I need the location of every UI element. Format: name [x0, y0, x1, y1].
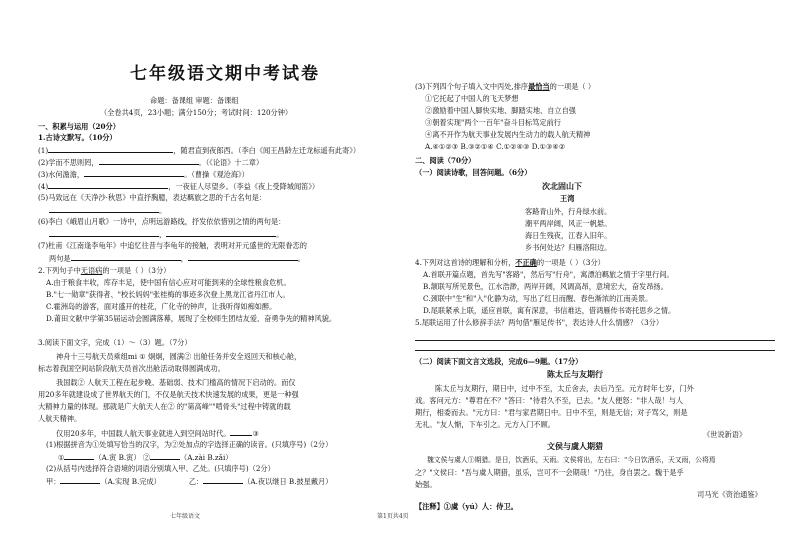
passage-source: 司马光《资治通鉴》 — [697, 490, 762, 499]
question-line: ① （A.寅 B.寅） ② （A.zài B.zǎi） — [58, 453, 233, 462]
passage-line: 魏文侯与虞人①期猎。是日，饮酒乐，天雨。文侯将出，左右曰："今日饮酒乐，天又雨，公将焉 — [427, 456, 716, 464]
passage-source: 《世说新语》 — [703, 430, 747, 439]
question-line: ， 。 — [49, 229, 283, 239]
passage-line: 用20多年就建设成了世界航天的门，不仅是航天技术快速发展的成果，更是一种强 — [38, 390, 299, 399]
question-line: (1) ，随君直到夜郎西。（李白《闻王昌龄左迁龙标遥有此寄》） — [38, 146, 361, 155]
option-d[interactable]: D.尾联紧承上联，遥应首联，寓有深意，书信难达，借鸿雁传书寄托思乡之情。 — [423, 306, 676, 315]
exam-meta: 命题：备课组 审题：备课组 — [150, 96, 239, 105]
question-line: (7)杜甫《江南逢李龟年》中追忆往昔与李龟年的接触，表明对开元盛世的无限眷恋的 — [38, 241, 307, 250]
answer-blank[interactable] — [99, 157, 199, 165]
answer-blank[interactable] — [166, 229, 276, 237]
poem-author: 王湾 — [560, 194, 575, 203]
footer-subject: 七年级语文 — [170, 513, 201, 520]
passage-line: 无礼。"友人惭，下车引之。元方入门不顾。 — [415, 420, 555, 429]
answer-blank[interactable] — [84, 169, 184, 177]
option-a[interactable]: A.由于粮食丰收，库存丰足，使中国有信心应对可能到来的全球性粮食危机。 — [46, 278, 291, 287]
poem-title: 次北固山下 — [542, 181, 582, 191]
section-heading: 二、阅读（70分） — [415, 156, 476, 165]
option-c[interactable]: C.霍洲岛的游客，面对盛开的桂花，广化寺的钟声，让我听得如痴如醉。 — [46, 302, 277, 311]
sentence-item: ④离不开作为航天事业发展内生动力的载人航天精神 — [425, 130, 591, 139]
option-a[interactable]: A.首联开篇点题，首先写"客路"，然后写"行舟"，寓漂泊羁旅之情于字里行间。 — [423, 270, 674, 279]
sentence-item: ①它托起了中国人的飞天梦想 — [425, 94, 519, 103]
question-line: (6)李白《峨眉山月歌》一诗中，点明远游路线，抒发依依惜别之情的两句是： — [38, 217, 286, 226]
passage-line: 人航天精神。 — [38, 414, 82, 423]
passage-line: 神舟十三号航天员乘组mi ① 炯炯，圆满② 出舱任务并安全返回天和核心舱， — [56, 352, 302, 361]
footer-page-number: 第1页共4页 — [377, 513, 409, 520]
answer-blank[interactable] — [48, 181, 168, 189]
answer-blank[interactable] — [49, 229, 159, 237]
question-line: 。 — [49, 205, 166, 215]
answer-line[interactable] — [415, 350, 775, 351]
passage-line: 标志着我国空间站阶段航天员首次出舱活动取得圆满成功。 — [38, 364, 225, 373]
exam-info: （全卷共4页，23小题；满分150分；考试时间：120分钟） — [100, 108, 293, 117]
question-heading: 4.下列对这首诗的理解和分析，不正确的一项是（ ）（3分） — [415, 258, 605, 267]
answer-blank[interactable] — [49, 205, 159, 213]
option-c[interactable]: C.颈联中"生"和"入"化静为动，写出了红日而醒、春色渐浓的江南美景。 — [423, 294, 653, 303]
exam-title: 七年级语文期中考试卷 — [130, 64, 320, 84]
passage-line: 之？"文侯曰："吾与虞人期猎，虽乐，岂可不一会期哉！"乃往，身自罢之。魏于是乎 — [415, 468, 684, 477]
passage-line: 陈太丘与友期行，期日中，过中不至，太丘舍去，去后乃至。元方时年七岁，门外 — [435, 384, 694, 393]
annotation-note: 【注释】①虞（yú）人：侍卫。 — [415, 502, 518, 511]
sentence-item: ③朝着实现"两个一百年"奋斗目标笃定前行 — [425, 118, 561, 127]
question-line: (1)根据拼音为①处填写恰当的汉字，为②处加点的字选择正确的读音。(只填序号)（2分） — [46, 440, 333, 449]
option-d[interactable]: D.莆田文献中学第35届运动会圆满落幕，展现了全校师生团结友爱、奋勇争先的精神风貌。 — [46, 314, 337, 323]
answer-blank[interactable] — [150, 452, 180, 460]
answer-blank[interactable] — [48, 145, 173, 153]
question-heading: (3)下列四个句子填入文中丙处,排序最恰当的一项是（ ） — [415, 82, 596, 91]
answer-line[interactable] — [415, 340, 775, 341]
question-line: 两句是 ， 。 — [49, 254, 305, 263]
question-line: (2)从括号内选择符合语境的词语分别填入甲、乙处。(只填序号)（2分） — [46, 464, 275, 473]
option-b[interactable]: B.颔联写所见景色，江水浩渺，两岸开阔，风调高昂，意境宏大，奋发昂扬。 — [423, 282, 668, 291]
passage-line: 始强。 — [415, 480, 437, 489]
question-heading: 5.尾联运用了什么修辞手法？两句借"雁足传书"，表达诗人什么情感？（3分） — [415, 318, 664, 327]
poem-line: 海日生残夜，江春入旧年。 — [525, 231, 612, 240]
passage-line: 戏。客问元方："尊君在不？"答曰："待君久不至，已去。"友人便怒："非人哉！与人 — [415, 396, 684, 405]
question-line: (3)水何澹澹， 。（曹操《观沧海》） — [38, 170, 249, 179]
answer-options[interactable]: A.④①②③ B.③②①④ C.①②④③ D.①③④② — [425, 142, 566, 151]
passage-line: 仅用20多年，中国载人航天事业就进入到空间站时代。 ③ — [56, 429, 259, 438]
option-b[interactable]: B."七一勋章"获得者、"校长妈妈"张桂梅的事迹多次登上黑龙江省丹江市人。 — [46, 290, 290, 299]
answer-blank[interactable] — [230, 428, 252, 436]
question-heading: 1.古诗文默写。（10分） — [38, 133, 117, 142]
answer-blank[interactable] — [71, 253, 181, 261]
passage-title: 文侯与虞人期猎 — [547, 441, 603, 451]
question-line: (5)马致远在《天净沙·秋思》中直抒胸臆，表达羁旅之思的千古名句是： — [38, 193, 267, 202]
question-heading: 2.下列句子中无语病的一项是（ ）（3分） — [38, 266, 171, 275]
answer-blank[interactable] — [188, 253, 298, 261]
sentence-item: ②激励着中国人脚快实地、脚踏实地、自立自强 — [425, 106, 576, 115]
question-line: 甲： （A.实现 B.完成） 乙： （A.夜以继日 B.披星戴月） — [46, 477, 333, 486]
question-heading: 3.阅读下面文字，完成（1）～（3）题。（7分） — [38, 338, 192, 347]
question-line: (2)学而不思则罔， 。（《论语》十二章） — [38, 158, 264, 167]
answer-blank[interactable] — [203, 476, 243, 484]
section-heading: 一、积累与运用（20分） — [38, 122, 120, 131]
subsection-heading: （二）阅读下面文言文选段，完成6—9题。（17分） — [415, 357, 583, 366]
subsection-heading: （一）阅读诗歌，回答问题。（6分） — [415, 168, 532, 177]
answer-blank[interactable] — [64, 452, 94, 460]
poem-line: 潮平两岸阔，风正一帆悬。 — [525, 219, 612, 228]
passage-line: 我国载② 人航天工程在起步晚、基础弱、技术门槛高的情况下启动的。而仅 — [56, 378, 296, 387]
poem-line: 乡书何处达？归雁洛阳边。 — [525, 243, 612, 252]
passage-title: 陈太丘与友期行 — [547, 369, 603, 379]
question-line: (4) ，一夜征人尽望乡。（李益《夜上受降城闻笛》） — [38, 182, 320, 191]
poem-line: 客路青山外，行舟绿水前。 — [525, 207, 612, 216]
passage-line: 期行，相委而去。"元方曰："君与家君期日中。日中不至，则是无信；对子骂父，则是 — [415, 408, 688, 417]
answer-blank[interactable] — [60, 476, 100, 484]
passage-line: 大精神力量的体现。那就是广大航天人在② 的"第高峰""啃骨头"过程中铸就的载 — [38, 402, 291, 411]
